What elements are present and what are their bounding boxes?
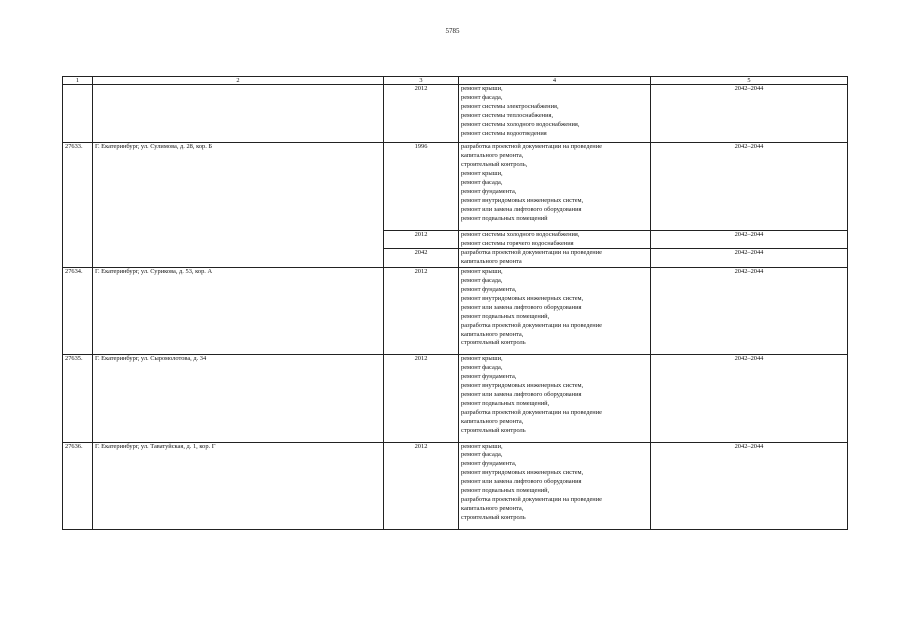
work-item: разработка проектной документации на проведение <box>461 321 602 329</box>
work-item: ремонт крыши, <box>461 170 503 178</box>
work-item: строительный контроль <box>461 513 526 521</box>
works-cell <box>459 143 651 230</box>
row-number: 27633. <box>63 143 93 268</box>
column-header-3: 3 <box>384 77 459 85</box>
work-item: капитального ремонта, <box>461 417 524 425</box>
work-item: строительный контроль <box>461 339 526 347</box>
work-item: ремонт системы электроснабжения, <box>461 102 559 110</box>
table-row <box>63 268 848 355</box>
address-cell: Г. Екатеринбург, ул. Сулимова, д. 28, кор. Б <box>93 143 384 268</box>
work-item: ремонт или замена лифтового оборудования <box>461 205 582 213</box>
works-cell <box>459 85 651 143</box>
work-item: ремонт фасада, <box>461 93 503 101</box>
work-item: ремонт фасада, <box>461 277 503 285</box>
work-item: ремонт фасада, <box>461 364 503 372</box>
work-item: ремонт фундамента, <box>461 187 517 195</box>
period-cell: 2042–2044 <box>651 143 848 230</box>
works-cell <box>459 442 651 529</box>
period-cell: 2042–2044 <box>651 268 848 355</box>
table-body <box>63 77 848 530</box>
table-row <box>63 355 848 442</box>
period-cell: 2042–2044 <box>651 230 848 249</box>
work-item: ремонт фундамента, <box>461 460 517 468</box>
work-item: ремонт или замена лифтового оборудования <box>461 303 582 311</box>
work-item: ремонт фасада, <box>461 179 503 187</box>
work-item: разработка проектной документации на проведение <box>461 143 602 151</box>
work-item: ремонт подвальных помещений <box>461 214 548 222</box>
work-item: ремонт фундамента, <box>461 286 517 294</box>
work-item: ремонт или замена лифтового оборудования <box>461 478 582 486</box>
work-item: разработка проектной документации на проведение <box>461 408 602 416</box>
work-item: ремонт подвальных помещений, <box>461 399 550 407</box>
row-number: 27636. <box>63 442 93 529</box>
year-cell: 2012 <box>384 355 459 442</box>
work-item: ремонт внутридомовых инженерных систем, <box>461 294 584 302</box>
work-item: ремонт системы горячего водоснабжения <box>461 239 574 247</box>
year-cell: 2012 <box>384 230 459 249</box>
row-number: 27634. <box>63 268 93 355</box>
column-header-5: 5 <box>651 77 848 85</box>
address-cell <box>93 85 384 143</box>
work-item: ремонт системы холодного водоснабжения, <box>461 120 580 128</box>
work-item: ремонт внутридомовых инженерных систем, <box>461 469 584 477</box>
work-item: ремонт или замена лифтового оборудования <box>461 391 582 398</box>
works-cell <box>459 230 651 249</box>
year-cell: 2012 <box>384 268 459 355</box>
period-cell: 2042–2044 <box>651 249 848 268</box>
works-cell <box>459 268 651 355</box>
year-cell: 1996 <box>384 143 459 230</box>
column-header-4: 4 <box>459 77 651 85</box>
work-item: ремонт внутридомовых инженерных систем, <box>461 196 584 204</box>
work-item: ремонт крыши, <box>461 268 503 276</box>
work-item: строительный контроль <box>461 426 526 434</box>
work-item: ремонт подвальных помещений, <box>461 312 550 320</box>
year-cell: 2012 <box>384 85 459 143</box>
work-item: ремонт внутридомовых инженерных систем, <box>461 382 584 390</box>
column-header-1: 1 <box>63 77 93 85</box>
work-item: ремонт крыши, <box>461 85 503 92</box>
row-number: 27635. <box>63 355 93 442</box>
work-item: ремонт фасада, <box>461 451 503 459</box>
address-cell: Г. Екатеринбург, ул. Сурикова, д. 53, кор. А <box>93 268 384 355</box>
table-row <box>63 85 848 143</box>
work-item: ремонт крыши, <box>461 442 503 450</box>
page-number: 5785 <box>445 27 460 35</box>
table-row <box>63 442 848 529</box>
table-header-row <box>63 77 848 85</box>
year-cell: 2012 <box>384 442 459 529</box>
work-item: ремонт крыши, <box>461 355 503 363</box>
period-cell: 2042–2044 <box>651 85 848 143</box>
work-item: ремонт фундамента, <box>461 373 517 381</box>
year-cell: 2042 <box>384 249 459 268</box>
work-item: капитального ремонта, <box>461 330 524 338</box>
address-cell: Г. Екатеринбург, ул. Сыромолотова, д. 34 <box>93 355 384 442</box>
period-cell: 2042–2044 <box>651 442 848 529</box>
period-cell: 2042–2044 <box>651 355 848 442</box>
address-cell: Г. Екатеринбург, ул. Таватуйская, д. 1, кор. Г <box>93 442 384 529</box>
work-item: разработка проектной документации на проведение <box>461 495 602 503</box>
work-item: ремонт системы теплоснабжения, <box>461 111 554 119</box>
works-cell <box>459 249 651 268</box>
capital-repair-table <box>62 76 848 530</box>
work-item: ремонт подвальных помещений, <box>461 487 550 495</box>
work-item: капитального ремонта <box>461 258 522 266</box>
works-cell <box>459 355 651 442</box>
work-item: разработка проектной документации на проведение <box>461 249 602 257</box>
column-header-2: 2 <box>93 77 384 85</box>
work-item: ремонт системы холодного водоснабжения, <box>461 230 580 238</box>
work-item: ремонт системы водоотведения <box>461 129 547 137</box>
work-item: капитального ремонта, <box>461 504 524 512</box>
work-item: капитального ремонта, <box>461 152 524 160</box>
work-item: строительный контроль, <box>461 161 528 169</box>
table-row <box>63 143 848 230</box>
row-number <box>63 85 93 143</box>
